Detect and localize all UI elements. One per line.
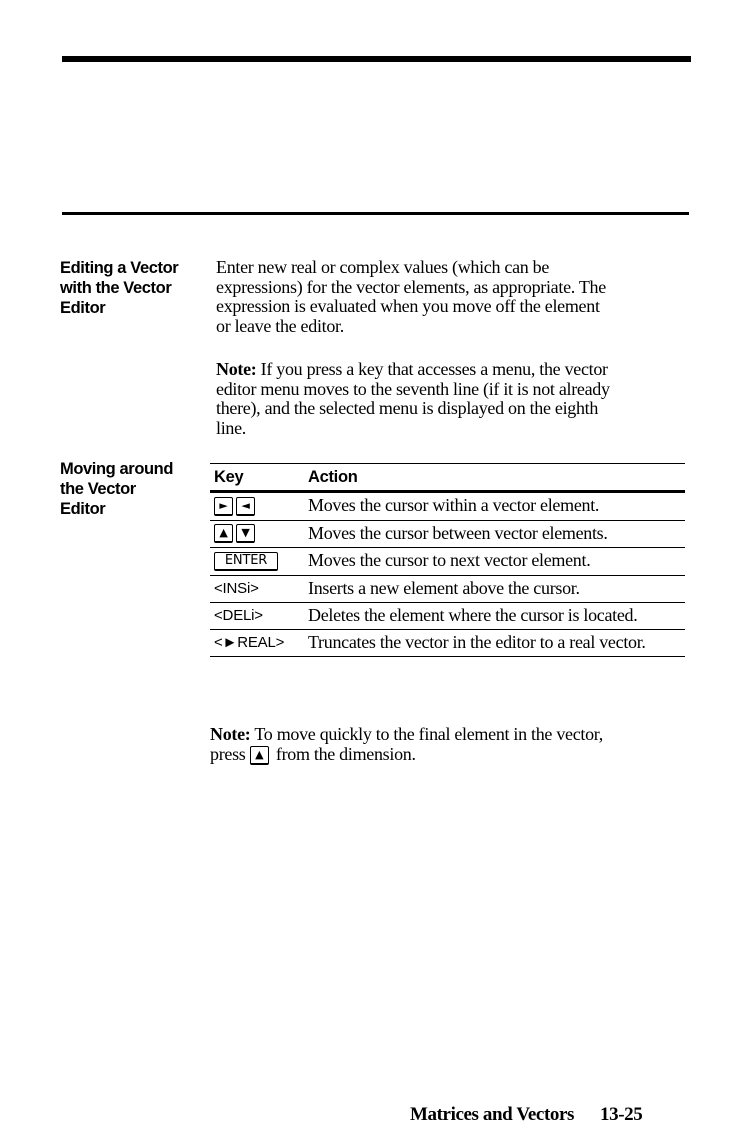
column-header-action: Action (304, 464, 685, 492)
column-header-key: Key (210, 464, 304, 492)
action-cell: Moves the cursor between vector elements. (304, 520, 685, 548)
page-number: 13-25 (600, 1104, 643, 1125)
left-arrow-key-icon: ◄ (236, 497, 255, 516)
top-rule (62, 56, 691, 62)
table-row (210, 520, 685, 548)
heading-editing-vector: Editing a Vector with the Vector Editor (60, 259, 179, 317)
down-arrow-key-icon: ▼ (236, 524, 255, 543)
action-cell: Truncates the vector in the editor to a real vector. (304, 629, 685, 656)
up-arrow-key-icon: ▲ (214, 524, 233, 543)
right-arrow-key-icon: ► (214, 497, 233, 516)
note-label: Note: (210, 724, 251, 744)
table-row (210, 575, 685, 602)
note-label: Note: (216, 359, 257, 379)
action-cell: Moves the cursor within a vector element. (304, 492, 685, 521)
section-rule (62, 212, 689, 215)
action-cell: Moves the cursor to next vector element. (304, 548, 685, 576)
footer-chapter-title: Matrices and Vectors (410, 1104, 575, 1125)
table-row (210, 492, 685, 521)
heading-moving-around: Moving around the Vector Editor (60, 460, 174, 518)
table-row (210, 602, 685, 629)
note-menu-paragraph: Note: If you press a key that accesses a menu, the vector editor menu moves to the seventh line (if it is not already there), and the selected menu is displayed on the eighth line. (216, 359, 610, 439)
editing-paragraph: Enter new real or complex values (which can be expressions) for the vector elements, as appropriate. The expression is evaluated when you move off the element or leave the editor. (216, 257, 606, 337)
page-footer (410, 1104, 642, 1126)
action-cell: Deletes the element where the cursor is located. (304, 602, 685, 629)
softkey-real: <►REAL> (210, 629, 304, 656)
note-final-element-paragraph: Note: To move quickly to the final element in the vector, press ▲ from the dimension. (210, 724, 603, 764)
table-row (210, 629, 685, 656)
table-header-row (210, 464, 685, 492)
up-arrow-key-icon: ▲ (250, 746, 269, 765)
table-row (210, 548, 685, 576)
action-cell: Inserts a new element above the cursor. (304, 575, 685, 602)
enter-key-icon: ENTER (214, 552, 278, 571)
key-action-table (210, 463, 685, 657)
softkey-insi: <INSi> (210, 575, 304, 602)
softkey-deli: <DELi> (210, 602, 304, 629)
